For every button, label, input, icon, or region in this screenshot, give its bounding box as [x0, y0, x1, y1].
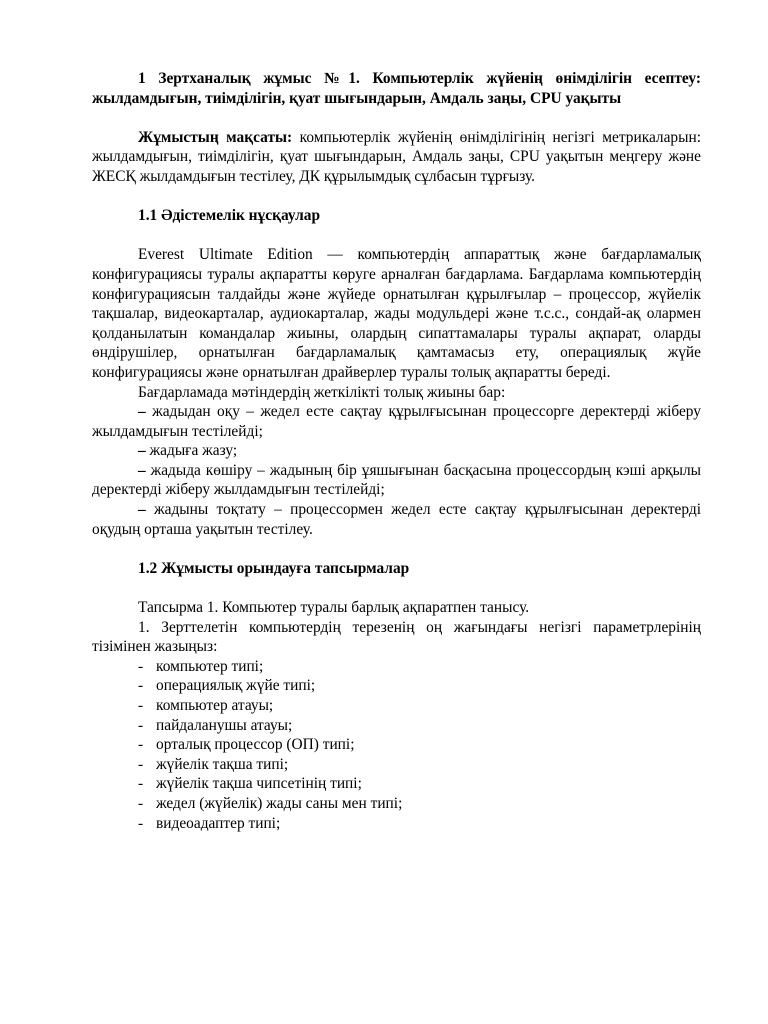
- dash-mark: –: [138, 461, 146, 479]
- test-item-text: жадыдан оқу – жедел есте сақтау құрылғысынан процессорге деректерді жіберу жылдамдығын тестілейді;: [92, 403, 701, 440]
- bullet-mark: -: [138, 814, 144, 832]
- bullet-mark: -: [138, 755, 144, 773]
- tests-intro-paragraph: Бағдарламада мәтіндердің жеткілікті толық жиыны бар:: [138, 383, 506, 401]
- list-item-text: компьютер типі;: [156, 657, 264, 675]
- spacer: [92, 187, 701, 207]
- bullet-mark: -: [138, 697, 144, 714]
- test-item-copy: [92, 461, 701, 500]
- bullet-mark: -: [138, 716, 144, 734]
- section-heading-methodology: 1.1 Әдістемелік нұсқаулар: [138, 207, 321, 225]
- list-item: [92, 794, 701, 814]
- list-item-text: орталық процессор (ОП) типі;: [156, 736, 355, 754]
- list-item: [92, 657, 701, 677]
- dash-mark: –: [138, 501, 146, 519]
- test-item-text: жадыға жазу;: [145, 442, 238, 460]
- list-item-text: жүйелік тақша типі;: [156, 755, 289, 773]
- list-item: [92, 735, 701, 755]
- test-item-text: жадыны тоқтату – процессормен жедел есте сақтау құрылғысынан деректерді оқудың орташа уақытын тестілеу.: [92, 501, 701, 538]
- bullet-mark: -: [138, 736, 144, 754]
- aim-text: компьютерлік жүйенің өнімділігінің негізгі метрикаларын: жылдамдығын, тиімділігін, қуат шығындарын, Амдаль заңы, CPU уақытын меңгеру және ЖЕСҚ жылдамдығын тестілеу, ДК құрылымдық сұлбасын тұрғызу.: [92, 128, 701, 185]
- bullet-mark: -: [138, 657, 144, 675]
- section-heading-tasks: 1.2 Жұмысты орындауға тапсырмалар: [138, 559, 410, 577]
- dash-mark: –: [138, 403, 146, 421]
- list-item-text: пайдаланушы атауы;: [156, 716, 293, 734]
- spacer: [92, 539, 701, 559]
- bullet-mark: -: [138, 677, 144, 695]
- bullet-mark: -: [138, 794, 144, 812]
- bullet-mark: -: [138, 775, 144, 793]
- test-item-read: [92, 402, 701, 441]
- list-item: [92, 696, 701, 716]
- test-item-latency: [92, 500, 701, 539]
- parameter-list: [92, 657, 701, 833]
- list-item: [92, 814, 701, 834]
- list-item: [92, 676, 701, 696]
- list-item: [92, 755, 701, 775]
- dash-mark: –: [138, 442, 146, 460]
- everest-paragraph: Everest Ultimate Edition — компьютердің аппараттық және бағдарламалық конфигурациясы туралы ақпаратты көруге арналған бағдарлама. Бағдарлама компьютердің конфигурациясын талдайды және жүйеде орнатылған құрылғылар – процессор, жүйелік тақшалар, видеокарталар, аудиокарталар, жады модульдері және т.с.с., сондай-ақ олармен қолданылатын командалар жиыны, олардың сипаттамалары туралы ақпарат, оларды өндірушілер, орнатылған бағдарламалық қамтамасыз ету, операциялық жүйе конфигурациясы және орнатылған драйверлер туралы толық ақпаратты береді.: [92, 246, 701, 381]
- aim-paragraph: [92, 128, 701, 187]
- test-item-text: жадыда көшіру – жадының бір ұяшығынан басқасына процессордың кэші арқылы деректерді жіберу жылдамдығын тестілейді;: [92, 461, 701, 499]
- list-item-text: операциялық жүйе типі;: [156, 677, 316, 695]
- list-item-text: жедел (жүйелік) жады саны мен типі;: [156, 794, 403, 812]
- test-item-write: [92, 441, 701, 461]
- task1-paragraph: Тапсырма 1. Компьютер туралы барлық ақпаратпен танысу.: [138, 599, 530, 617]
- aim-label: Жұмыстың мақсаты:: [138, 128, 293, 146]
- list-item: [92, 716, 701, 736]
- spacer: [92, 226, 701, 246]
- list-item-text: жүйелік тақша чипсетінің типі;: [156, 775, 362, 793]
- step1-paragraph: 1. Зерттелетін компьютердің терезенің оң жағындағы негізгі параметрлерінің тізімінен жазыңыз:: [92, 618, 701, 656]
- spacer: [92, 578, 701, 598]
- list-item-text: компьютер атауы;: [156, 697, 274, 714]
- spacer: [92, 108, 701, 128]
- list-item: [92, 774, 701, 794]
- document-page: [92, 69, 701, 833]
- list-item-text: видеоадаптер типі;: [156, 814, 281, 832]
- lab-title: 1 Зертханалық жұмыс №1. Компьютерлік жүйенің өнімділігін есептеу: жылдамдығын, тиімділігін, қуат шығындарын, Амдаль заңы, CPU уақыты: [92, 70, 701, 107]
